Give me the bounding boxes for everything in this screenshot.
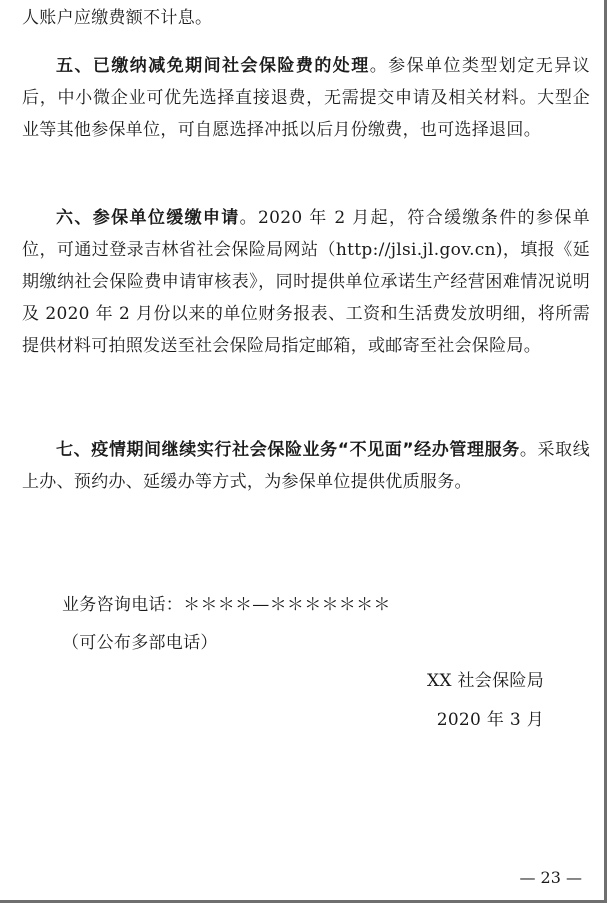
signature-organization: XX 社会保险局 xyxy=(426,671,544,691)
section-5-heading: 五、已缴纳减免期间社会保险费的处理 xyxy=(56,56,370,76)
section-7-body: 。采取线上办、预约办、延缓办等方式，为参保单位提供优质服务。 xyxy=(22,440,590,492)
section-7-heading: 七、疫情期间继续实行社会保险业务“不见面”经办管理服务 xyxy=(56,440,520,460)
section-5-body: 。参保单位类型划定无异议后，中小微企业可优先选择直接退费，无需提交申请及相关材料。大型企业等其他参保单位，可自愿选择冲抵以后月份缴费，也可选择退回。 xyxy=(22,56,590,140)
section-6-body: 。2020 年 2 月起，符合缓缴条件的参保单位，可通过登录吉林省社会保险局网站（http://jlsi.jl.gov.cn)，填报《延期缴纳社会保险费申请审核表》，同时提供单位承诺生产经营困难情况说明及 2020 年 2 月份以来的单位财务报表、工资和生活费发放明细，将所需提供材料可拍照发送至社会保险局指定邮箱，或邮寄至社会保险局。 xyxy=(22,208,590,356)
section-5-paragraph xyxy=(22,50,590,146)
section-6-paragraph xyxy=(22,202,590,362)
page-number: — 23 — xyxy=(519,868,582,887)
signature-date: 2020 年 3 月 xyxy=(436,710,544,730)
section-7-paragraph xyxy=(22,434,590,498)
intro-tail-paragraph xyxy=(22,2,590,34)
contact-phone-line: 业务咨询电话：＊＊＊＊—＊＊＊＊＊＊＊ xyxy=(62,595,391,615)
intro-tail-text: 人账户应缴费额不计息。 xyxy=(22,8,213,28)
section-6-heading: 六、参保单位缓缴申请 xyxy=(56,208,240,228)
contact-note: （可公布多部电话） xyxy=(62,633,218,653)
